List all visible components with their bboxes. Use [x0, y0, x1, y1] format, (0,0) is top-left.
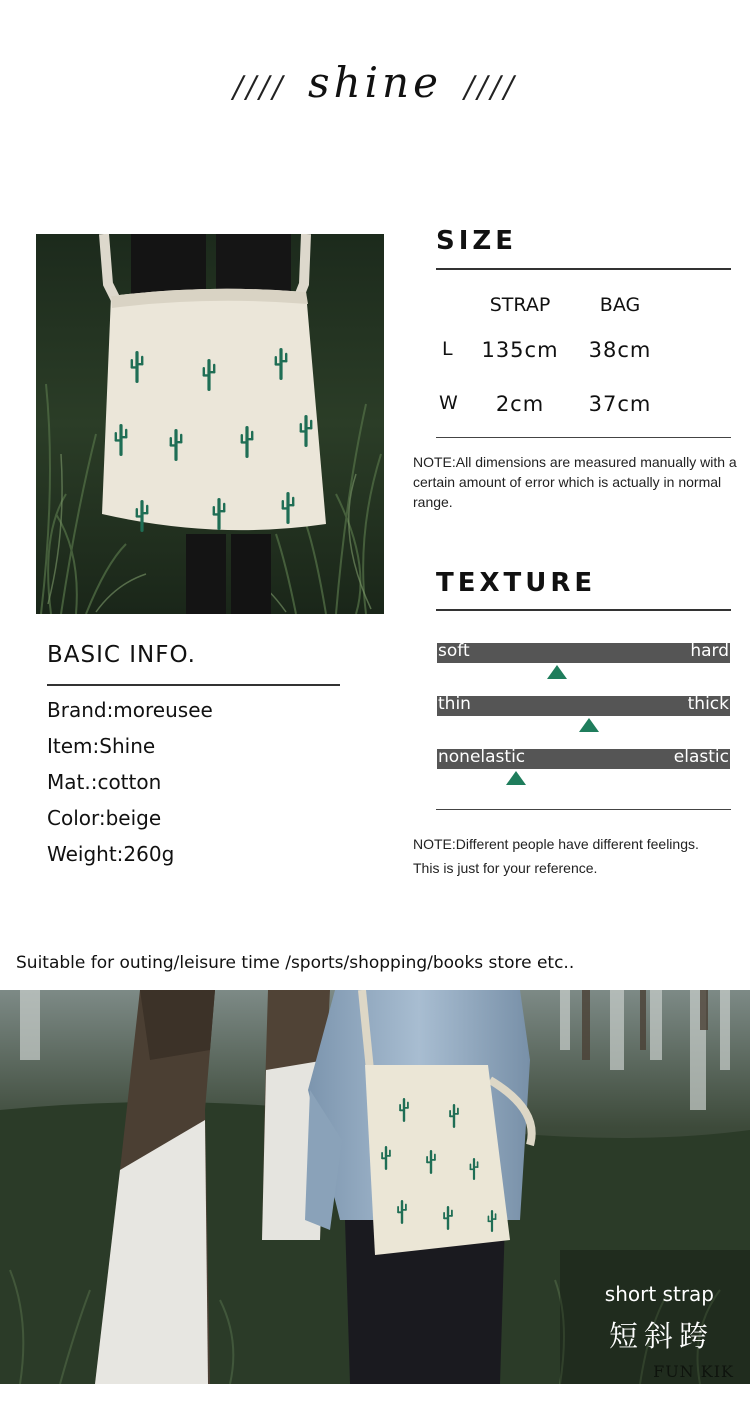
- texture-heading-divider: [436, 609, 731, 611]
- info-brand: Brand:moreusee: [47, 698, 213, 722]
- texture-heading: TEXTURE: [436, 568, 597, 598]
- size-row-label-w: W: [439, 392, 458, 414]
- size-column-strap: STRAP: [489, 294, 551, 316]
- strap-type-label-cn: 短斜跨: [608, 1319, 714, 1353]
- texture-bar-elasticity: [437, 749, 730, 769]
- info-material: Mat.:cotton: [47, 770, 162, 794]
- size-note: NOTE:All dimensions are measured manually with a certain amount of error which is actually in normal range.: [413, 454, 737, 510]
- size-heading-divider: [436, 268, 731, 270]
- size-l-bag: 38cm: [588, 338, 652, 362]
- texture-bar-thickness-left: thin: [438, 694, 471, 714]
- texture-bar-softness-right: hard: [690, 641, 729, 661]
- brand-watermark: FUN KIK: [653, 1362, 734, 1381]
- texture-bar-softness: [437, 643, 730, 663]
- basic-info-heading: BASIC INFO.: [47, 642, 196, 668]
- basic-info-divider: [47, 684, 340, 686]
- texture-bar-thickness: [437, 696, 730, 716]
- triangle-marker-icon: [506, 771, 526, 785]
- texture-note-line-1: NOTE:Different people have different feelings.: [413, 836, 699, 852]
- size-row-label-l: L: [442, 338, 453, 360]
- page-title: [0, 58, 750, 107]
- texture-note-line-2: This is just for your reference.: [413, 860, 598, 876]
- triangle-marker-icon: [579, 718, 599, 732]
- size-l-strap: 135cm: [481, 338, 559, 362]
- texture-divider: [436, 809, 731, 810]
- size-heading: SIZE: [436, 226, 518, 256]
- title-slash-left: ////: [233, 70, 286, 105]
- texture-bar-elasticity-left: nonelastic: [438, 747, 526, 767]
- product-photo: [36, 234, 384, 614]
- usage-text: Suitable for outing/leisure time /sports/shopping/books store etc..: [16, 953, 575, 973]
- size-table-divider: [436, 437, 731, 438]
- title-slash-right: ////: [464, 70, 517, 105]
- triangle-marker-icon: [547, 665, 567, 679]
- texture-bar-elasticity-right: elastic: [673, 747, 729, 767]
- texture-note: [413, 832, 748, 880]
- info-color: Color:beige: [47, 806, 162, 830]
- strap-type-label: short strap: [604, 1282, 714, 1306]
- size-column-bag: BAG: [599, 294, 641, 316]
- info-weight: Weight:260g: [47, 842, 175, 866]
- product-photo-art: [36, 234, 384, 614]
- size-w-bag: 37cm: [588, 392, 652, 416]
- texture-bar-softness-left: soft: [438, 641, 470, 661]
- info-item: Item:Shine: [47, 734, 156, 758]
- title-word: shine: [308, 58, 442, 107]
- texture-bar-thickness-right: thick: [687, 694, 729, 714]
- size-w-strap: 2cm: [495, 392, 545, 416]
